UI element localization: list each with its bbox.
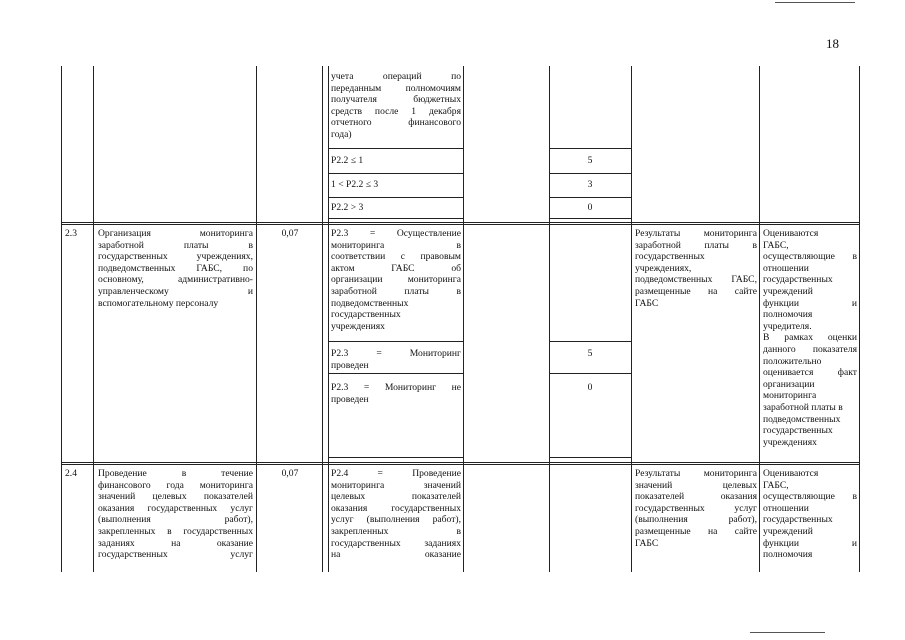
score-points: 0 — [587, 202, 593, 213]
page-number: 18 — [826, 36, 839, 51]
indicator-name: Проведение в течение финансового года мониторинга значений целевых показателей оказания государственных услуг (выполнения работ), закрепленных в государственных заданиях на оказание государственных услуг — [98, 468, 253, 561]
score-condition: P2.2 ≤ 1 — [331, 155, 364, 166]
score-points: 0 — [587, 382, 593, 393]
weight-value: 0,07 — [281, 228, 299, 239]
score-points: 5 — [587, 155, 593, 166]
weight-value: 0,07 — [281, 468, 299, 479]
score-condition: P2.3 = Мониторинг проведен — [331, 348, 461, 371]
footer-rule — [750, 632, 825, 633]
row-number: 2.4 — [65, 468, 77, 479]
score-points: 3 — [587, 179, 593, 190]
score-condition: P2.3 = Мониторинг не проведен — [331, 382, 461, 405]
score-condition: P2.2 > 3 — [331, 202, 364, 213]
source-text: Результаты мониторинга заработной платы в государственных учреждениях, подведомственных ГАБС, размещенные на сайте ГАБС — [635, 228, 757, 309]
header-rule — [775, 2, 855, 3]
criteria-text: учета операций по переданным полномочиям получателя бюджетных средств после 1 декабря отчетного финансового года) — [331, 71, 461, 140]
comment-text: Оцениваются ГАБС, осуществляющие в отношении государственных учреждений функции и полномочия учредителя. В рамках оценки данного показателя положительно оценивается факт организации мониторинга заработной платы в подведомственных государственных учреждениях — [763, 228, 857, 448]
indicator-name: Организация мониторинга заработной платы в государственных учреждениях, подведомственных ГАБС, по основному, административно- управленческому и вспомогательному персоналу — [98, 228, 253, 309]
comment-text: Оцениваются ГАБС, осуществляющие в отношении государственных учреждений функции и полномочия — [763, 468, 857, 561]
criteria-text: P2.3 = Осуществление мониторинга в соответствии с правовым актом ГАБС об организации мониторинга заработной платы в подведомственных государственных учреждениях — [331, 228, 461, 332]
source-text: Результаты мониторинга значений целевых показателей оказания государственных услуг (выполнения работ), размещенные на сайте ГАБС — [635, 468, 757, 549]
criteria-text: P2.4 = Проведение мониторинга значений целевых показателей оказания государственных услуг (выполнения работ), закрепленных в государственных заданиях на оказание — [331, 468, 461, 561]
score-condition: 1 < P2.2 ≤ 3 — [331, 179, 379, 190]
score-points: 5 — [587, 348, 593, 359]
row-number: 2.3 — [65, 228, 77, 239]
